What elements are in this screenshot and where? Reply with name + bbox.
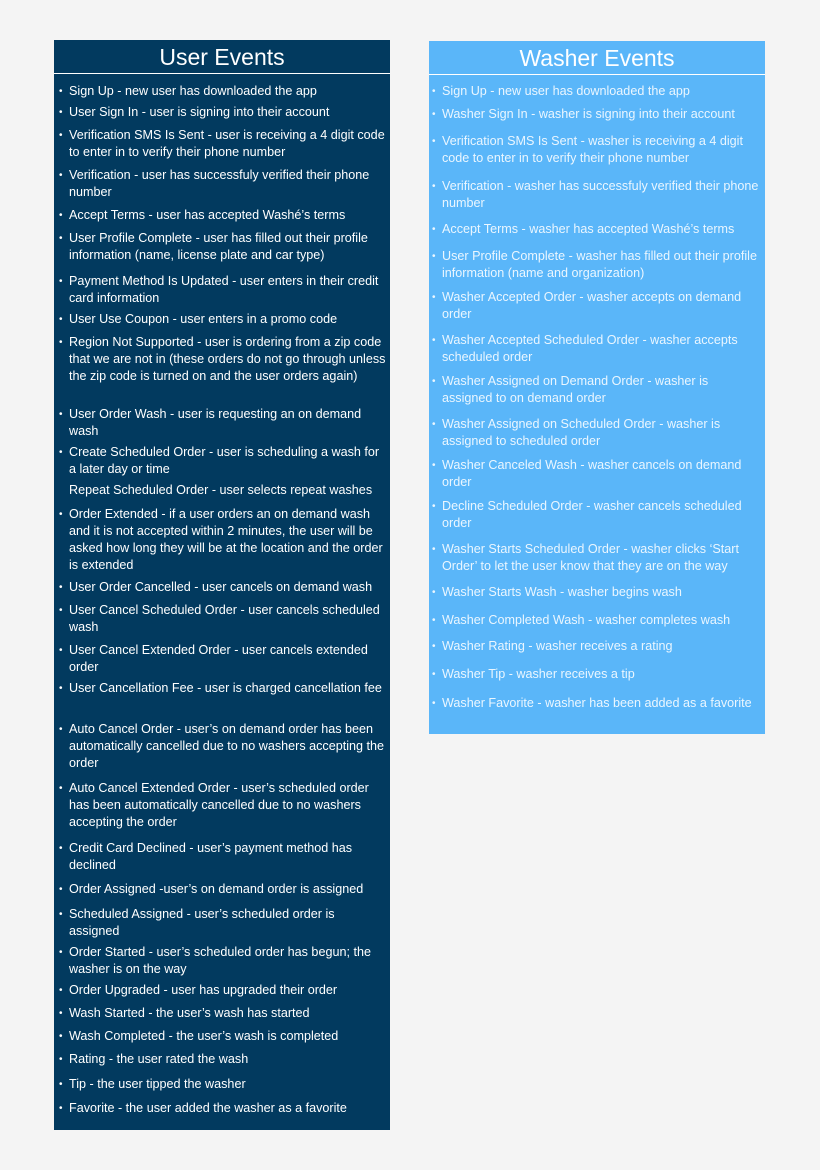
list-item-text: Region Not Supported - user is ordering from a zip code that we are not in (these orders do not go through unless the zip code is turned on and the user orders again) — [69, 335, 386, 383]
list-item-text: Accept Terms - user has accepted Washé’s terms — [69, 208, 346, 222]
list-item-text: Order Assigned -user’s on demand order is assigned — [69, 882, 364, 896]
list-item — [59, 1051, 387, 1068]
user-events-title: User Events — [159, 44, 285, 70]
list-item — [59, 1005, 387, 1022]
bullet-icon: • — [59, 509, 63, 520]
list-item-text: Wash Started - the user’s wash has started — [69, 1006, 310, 1020]
bullet-icon: • — [59, 1103, 63, 1114]
bullet-icon: • — [59, 276, 63, 287]
list-item — [432, 106, 762, 123]
bullet-icon: • — [432, 544, 436, 555]
list-item-text: Washer Starts Scheduled Order - washer clicks ‘Start Order’ to let the user know that they are on the way — [442, 542, 739, 573]
list-item — [59, 230, 387, 264]
list-item — [432, 373, 762, 407]
list-item — [59, 982, 387, 999]
list-item-text: Washer Sign In - washer is signing into their account — [442, 107, 735, 121]
list-item — [432, 541, 762, 575]
list-item-text: Auto Cancel Order - user’s on demand order has been automatically cancelled due to no washers accepting the order — [69, 722, 385, 770]
list-item — [432, 178, 762, 212]
list-item-text: Payment Method Is Updated - user enters in their credit card information — [69, 274, 379, 305]
user-events-divider — [54, 73, 390, 74]
list-item — [59, 1076, 387, 1093]
list-item — [432, 695, 762, 712]
bullet-icon: • — [59, 605, 63, 616]
list-item — [432, 248, 762, 282]
bullet-icon: • — [59, 170, 63, 181]
list-item — [59, 944, 387, 978]
list-item — [59, 167, 387, 201]
list-item — [432, 638, 762, 655]
list-item-text: User Cancel Scheduled Order - user cancels scheduled wash — [69, 603, 380, 634]
list-item — [59, 104, 387, 121]
list-item-text: Rating - the user rated the wash — [69, 1052, 249, 1066]
list-item — [432, 221, 762, 238]
bullet-icon: • — [59, 1008, 63, 1019]
list-item-text: Order Started - user’s scheduled order has begun; the washer is on the way — [69, 945, 371, 976]
bullet-icon: • — [59, 582, 63, 593]
list-item-text: Order Extended - if a user orders an on demand wash and it is not accepted within 2 minutes, the user will be asked how long they will be at the location and the order is extended — [69, 507, 383, 572]
bullet-icon: • — [59, 783, 63, 794]
list-item-text: Create Scheduled Order - user is scheduling a wash for a later day or time — [69, 445, 380, 476]
list-item — [432, 612, 762, 629]
list-item — [59, 721, 387, 772]
bullet-icon: • — [59, 909, 63, 920]
bullet-icon: • — [432, 109, 436, 120]
list-item — [69, 482, 387, 499]
bullet-icon: • — [432, 641, 436, 652]
bullet-icon: • — [59, 447, 63, 458]
list-item — [59, 840, 387, 874]
list-item — [59, 83, 387, 100]
list-item-text: Verification SMS Is Sent - user is receiving a 4 digit code to enter in to verify their phone number — [69, 128, 385, 159]
list-item — [432, 666, 762, 683]
bullet-icon: • — [59, 884, 63, 895]
bullet-icon: • — [59, 645, 63, 656]
list-item-text: User Profile Complete - washer has filled out their profile information (name and organization) — [442, 249, 757, 280]
list-item — [432, 133, 762, 167]
bullet-icon: • — [432, 251, 436, 262]
bullet-icon: • — [59, 233, 63, 244]
bullet-icon: • — [59, 130, 63, 141]
list-item-text: Washer Tip - washer receives a tip — [442, 667, 635, 681]
list-item-text: Auto Cancel Extended Order - user’s scheduled order has been automatically cancelled due to no washers accepting the order — [69, 781, 369, 829]
list-item — [59, 273, 387, 307]
list-item — [432, 584, 762, 601]
list-item — [59, 127, 387, 161]
list-item-text: Verification - washer has successfuly verified their phone number — [442, 179, 759, 210]
bullet-icon: • — [432, 292, 436, 303]
list-item-text: Sign Up - new user has downloaded the app — [69, 84, 317, 98]
washer-events-divider — [429, 74, 765, 75]
list-item-text: Verification - user has successfuly verified their phone number — [69, 168, 370, 199]
list-item-text: Washer Canceled Wash - washer cancels on demand order — [442, 458, 742, 489]
list-item — [59, 579, 387, 596]
list-item — [432, 289, 762, 323]
bullet-icon: • — [59, 86, 63, 97]
bullet-icon: • — [432, 419, 436, 430]
user-events-panel — [54, 40, 390, 1130]
list-item-text: Accept Terms - washer has accepted Washé’s terms — [442, 222, 735, 236]
list-item-text: Washer Accepted Scheduled Order - washer accepts scheduled order — [442, 333, 738, 364]
list-item-text: User Use Coupon - user enters in a promo code — [69, 312, 338, 326]
list-item-text: Washer Completed Wash - washer completes wash — [442, 613, 731, 627]
bullet-icon: • — [59, 1054, 63, 1065]
list-item — [59, 780, 387, 831]
bullet-icon: • — [59, 107, 63, 118]
list-item-text: Wash Completed - the user’s wash is completed — [69, 1029, 339, 1043]
list-item — [432, 416, 762, 450]
bullet-icon: • — [432, 615, 436, 626]
bullet-icon: • — [59, 1079, 63, 1090]
list-item — [59, 506, 387, 574]
list-item-text: User Cancellation Fee - user is charged cancellation fee — [69, 681, 382, 695]
washer-events-title: Washer Events — [519, 45, 675, 71]
list-item-text: Washer Rating - washer receives a rating — [442, 639, 673, 653]
bullet-icon: • — [432, 335, 436, 346]
list-item-text: Scheduled Assigned - user’s scheduled order is assigned — [69, 907, 335, 938]
list-item-text: User Order Cancelled - user cancels on demand wash — [69, 580, 373, 594]
bullet-icon: • — [432, 669, 436, 680]
list-item — [432, 457, 762, 491]
list-item-text: Tip - the user tipped the washer — [69, 1077, 246, 1091]
bullet-icon: • — [59, 1031, 63, 1042]
bullet-icon: • — [59, 210, 63, 221]
list-item — [59, 1028, 387, 1045]
bullet-icon: • — [432, 136, 436, 147]
bullet-icon: • — [59, 337, 63, 348]
list-item-text: Washer Assigned on Scheduled Order - washer is assigned to scheduled order — [442, 417, 721, 448]
list-item-text: Washer Assigned on Demand Order - washer is assigned to on demand order — [442, 374, 709, 405]
bullet-icon: • — [59, 843, 63, 854]
bullet-icon: • — [59, 985, 63, 996]
list-item-text: Washer Accepted Order - washer accepts on demand order — [442, 290, 742, 321]
bullet-icon: • — [432, 460, 436, 471]
bullet-icon: • — [59, 314, 63, 325]
washer-events-panel — [429, 41, 765, 734]
bullet-icon: • — [432, 86, 436, 97]
list-item-text: Verification SMS Is Sent - washer is receiving a 4 digit code to enter in to verify their phone number — [442, 134, 743, 165]
list-item-text: Repeat Scheduled Order - user selects repeat washes — [69, 483, 373, 497]
list-item-text: User Sign In - user is signing into their account — [69, 105, 330, 119]
bullet-icon: • — [59, 683, 63, 694]
list-item — [59, 881, 387, 898]
bullet-icon: • — [432, 181, 436, 192]
list-item-text: Order Upgraded - user has upgraded their order — [69, 983, 338, 997]
list-item — [59, 444, 387, 478]
list-item — [59, 207, 387, 224]
bullet-icon: • — [432, 501, 436, 512]
bullet-icon: • — [432, 587, 436, 598]
list-item-text: Favorite - the user added the washer as a favorite — [69, 1101, 347, 1115]
bullet-icon: • — [432, 224, 436, 235]
list-item-text: User Order Wash - user is requesting an on demand wash — [69, 407, 362, 438]
bullet-icon: • — [432, 376, 436, 387]
list-item — [59, 602, 387, 636]
list-item-text: Credit Card Declined - user’s payment method has declined — [69, 841, 353, 872]
list-item — [432, 332, 762, 366]
bullet-icon: • — [59, 947, 63, 958]
list-item-text: Decline Scheduled Order - washer cancels scheduled order — [442, 499, 742, 530]
bullet-icon: • — [432, 698, 436, 709]
list-item-text: Sign Up - new user has downloaded the app — [442, 84, 690, 98]
list-item — [432, 498, 762, 532]
list-item — [59, 680, 387, 697]
list-item — [59, 1100, 387, 1117]
bullet-icon: • — [59, 409, 63, 420]
list-item-text: Washer Starts Wash - washer begins wash — [442, 585, 682, 599]
list-item — [59, 311, 387, 328]
bullet-icon: • — [59, 724, 63, 735]
list-item — [432, 83, 762, 100]
list-item-text: User Profile Complete - user has filled out their profile information (name, license plate and car type) — [69, 231, 368, 262]
list-item-text: Washer Favorite - washer has been added as a favorite — [442, 696, 752, 710]
list-item — [59, 406, 387, 440]
list-item — [59, 334, 387, 385]
list-item — [59, 642, 387, 676]
list-item-text: User Cancel Extended Order - user cancels extended order — [69, 643, 368, 674]
list-item — [59, 906, 387, 940]
